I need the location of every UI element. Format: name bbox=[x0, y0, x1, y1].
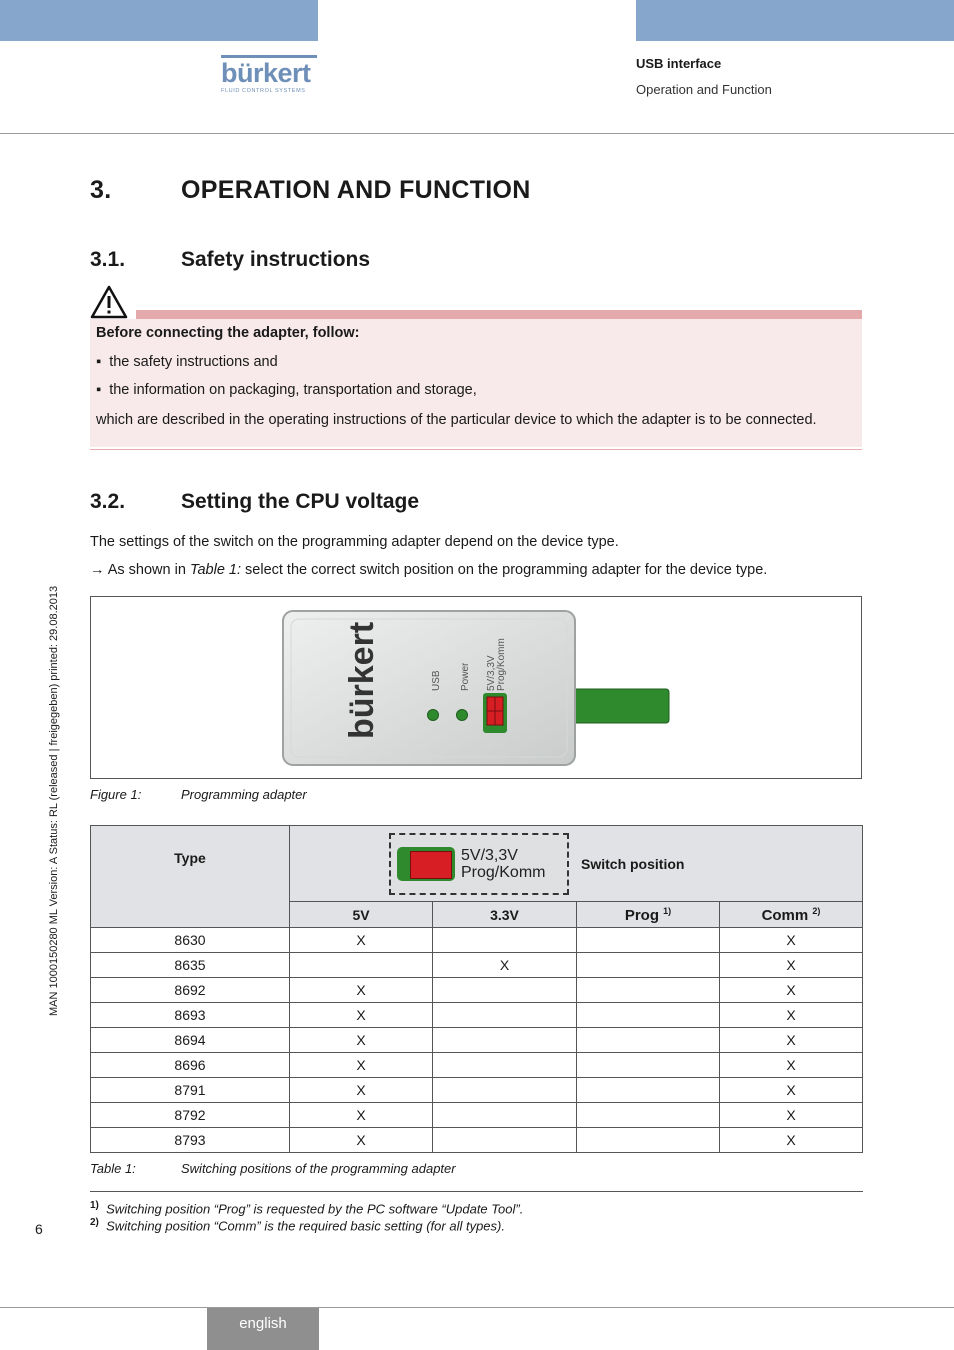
table-sub-comm: Comm $^{2)}$ bbox=[720, 902, 863, 928]
warning-box bbox=[90, 319, 862, 447]
section1-number: 3.1. bbox=[90, 248, 126, 271]
section2-title: Setting the CPU voltage bbox=[181, 490, 420, 513]
table-row: 8630 X X bbox=[91, 928, 863, 953]
svg-text:Power: Power bbox=[460, 662, 471, 691]
table-header-type: Type bbox=[91, 826, 290, 928]
table-sub-5v: 5V bbox=[290, 902, 433, 928]
header-band-right bbox=[636, 0, 954, 41]
footnote-rule bbox=[90, 1191, 863, 1192]
footnote-2: $^{2)}$ Switching position “Comm” is the required basic setting (for all types). bbox=[90, 1217, 505, 1234]
footnote-1: $^{1)}$ Switching position “Prog” is requested by the PC software “Update Tool”. bbox=[90, 1200, 524, 1217]
table-row: 8793 X X bbox=[91, 1128, 863, 1153]
doc-section: Operation and Function bbox=[636, 82, 772, 97]
table-reference-link[interactable]: Table 1: bbox=[189, 562, 241, 578]
table-sub-prog: Prog $^{1)}$ bbox=[577, 902, 720, 928]
figure-label: Figure 1: bbox=[90, 787, 142, 802]
table-row: 8791 X X bbox=[91, 1078, 863, 1103]
switch-position-table bbox=[90, 825, 863, 1153]
warning-tail: which are described in the operating instructions of the particular device to which the adapter is to be connected. bbox=[96, 412, 817, 428]
chapter-number: 3. bbox=[90, 176, 112, 204]
burkert-logo: bürkert FLUID CONTROL SYSTEMS bbox=[221, 55, 321, 94]
table-label: Table 1: bbox=[90, 1161, 136, 1176]
svg-text:bürkert: bürkert bbox=[343, 621, 381, 739]
svg-text:USB: USB bbox=[431, 670, 442, 691]
chapter-title: OPERATION AND FUNCTION bbox=[181, 176, 531, 204]
switch-icon: 5V/3,3V Prog/Komm bbox=[389, 833, 569, 895]
table-row: 8693 X X bbox=[91, 1003, 863, 1028]
header-rule bbox=[0, 133, 954, 134]
section1-title: Safety instructions bbox=[181, 248, 371, 271]
page-number: 6 bbox=[35, 1221, 43, 1237]
header-band-left bbox=[0, 0, 318, 41]
figure-caption: Programming adapter bbox=[181, 787, 307, 802]
section2-number: 3.2. bbox=[90, 490, 126, 513]
document-side-note: MAN 1000150280 ML Version: A Status: RL (released | freigegeben) printed: 29.08.2013 bbox=[48, 585, 60, 1016]
svg-text:Prog/Komm: Prog/Komm bbox=[496, 638, 507, 691]
table-row: 8792 X X bbox=[91, 1103, 863, 1128]
doc-title: USB interface bbox=[636, 56, 722, 71]
warning-bar bbox=[136, 310, 862, 319]
table-header-switch bbox=[290, 826, 863, 902]
table-row: 8635 X X bbox=[91, 953, 863, 978]
svg-text:5V/3,3V: 5V/3,3V bbox=[486, 655, 497, 691]
table-row: 8696 X X bbox=[91, 1053, 863, 1078]
warning-bullet-2: ▪ the information on packaging, transportation and storage, bbox=[96, 382, 477, 398]
footer-rule bbox=[0, 1307, 954, 1308]
programming-adapter-image bbox=[281, 609, 673, 769]
warning-bullet-1: ▪ the safety instructions and bbox=[96, 354, 278, 370]
section2-step: → As shown in Table 1: select the correct switch position on the programming adapter for the device type. bbox=[90, 562, 768, 578]
warning-bottom-rule bbox=[90, 449, 862, 450]
warning-icon bbox=[90, 285, 128, 319]
table-sub-3v3: 3.3V bbox=[433, 902, 577, 928]
figure-frame bbox=[90, 596, 862, 779]
table-caption: Switching positions of the programming adapter bbox=[181, 1161, 456, 1176]
warning-lead: Before connecting the adapter, follow: bbox=[96, 325, 360, 341]
section2-intro: The settings of the switch on the programming adapter depend on the device type. bbox=[90, 534, 619, 550]
switch-position-label: Switch position bbox=[581, 855, 685, 872]
language-tab: english bbox=[207, 1308, 319, 1350]
table-row: 8694 X X bbox=[91, 1028, 863, 1053]
table-row: 8692 X X bbox=[91, 978, 863, 1003]
